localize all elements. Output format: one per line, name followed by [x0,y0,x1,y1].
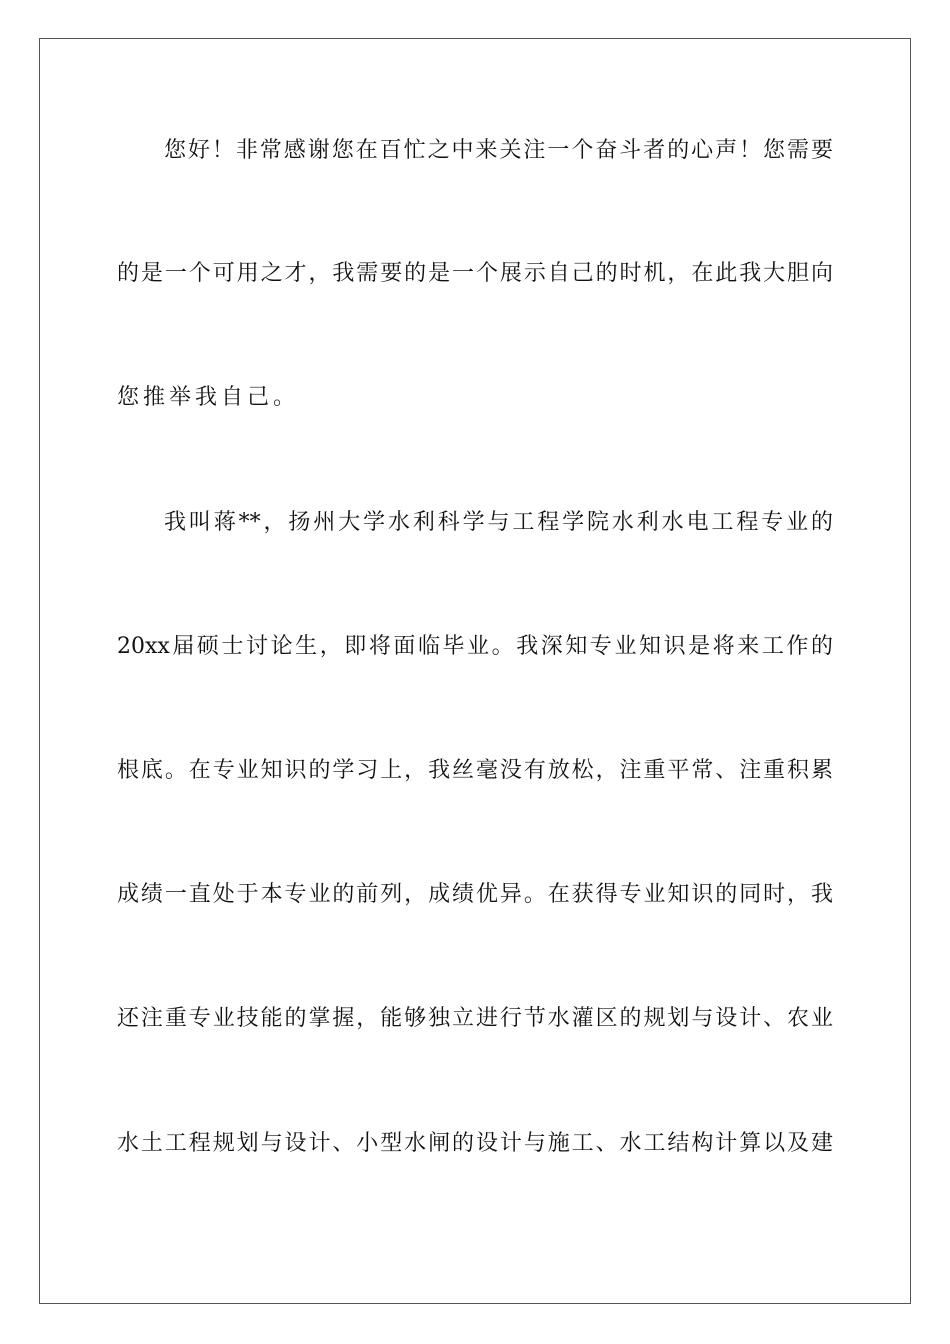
page-frame [39,38,911,1304]
paragraph-1-line-1: 您好！非常感谢您在百忙之中来关注一个奋斗者的心声！您需要 [164,138,833,163]
paragraph-1-line-3: 您推举我自己。 [117,385,300,410]
paragraph-2-line-1: 我叫蒋**，扬州大学水利科学与工程学院水利水电工程专业的 [164,510,833,535]
paragraph-2-line-4: 成绩一直处于本专业的前列，成绩优异。在获得专业知识的同时，我 [117,882,833,907]
paragraph-2-line-2: 20xx届硕士讨论生，即将面临毕业。我深知专业知识是将来工作的 [117,634,833,659]
paragraph-2-line-5: 还注重专业技能的掌握，能够独立进行节水灌区的规划与设计、农业 [117,1006,833,1031]
paragraph-2-line-6: 水土工程规划与设计、小型水闸的设计与施工、水工结构计算以及建 [117,1131,833,1156]
paragraph-2-line-3: 根底。在专业知识的学习上，我丝毫没有放松，注重平常、注重积累 [117,758,833,783]
paragraph-1-line-2: 的是一个可用之才，我需要的是一个展示自己的时机，在此我大胆向 [117,261,833,286]
